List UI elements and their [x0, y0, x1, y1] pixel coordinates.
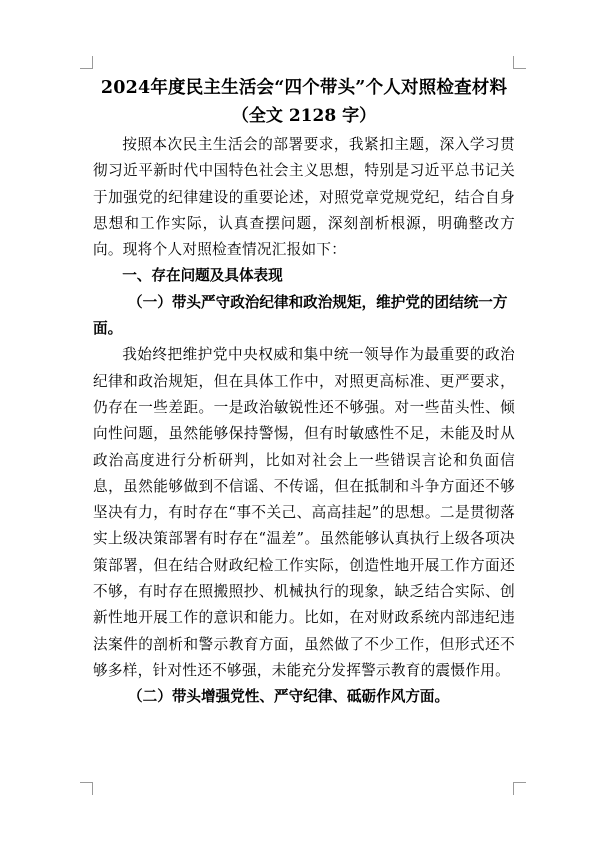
- document-title: 2024年度民主生活会“四个带头”个人对照检查材料: [100, 78, 508, 98]
- crop-mark-bottom-right: [513, 782, 526, 795]
- crop-mark-top-right: [513, 56, 526, 69]
- subsection-heading-1: （一）带头严守政治纪律和政治规矩，维护党的团结统一方面。: [93, 293, 508, 338]
- document-subtitle: （全文 2128 字）: [231, 106, 377, 126]
- subsection-1-paragraph: 我始终把维护党中央权威和集中统一领导作为最重要的政治纪律和政治规矩，但在具体工作中，对照更高标准、更严要求，仍存在一些差距。一是政治敏锐性还不够强。对一些苗头性、倾向性问题，虽然能够保持警惕，但有时敏感性不足，未能及时从政治高度进行分析研判，比如对社会上一些错误言论和负面信息，虽然能够做到不信谣、不传谣，但在抵制和斗争方面还不够坚决有力，有时存在“事不关己、高高挂起”的思想。二是贯彻落实上级决策部署有时存在“温差”。虽然能够认真执行上级各项决策部署，但在结合财政纪检工作实际，创造性地开展工作方面还不够，有时存在照搬照抄、机械执行的现象，缺乏结合实际、创新性地开展工作的意识和能力。比如，在对财政系统内部违纪违法案件的剖析和警示教育方面，虽然做了不少工作，但形式还不够多样，针对性还不够强，未能充分发挥警示教育的震慑作用。: [93, 346, 515, 679]
- intro-paragraph: 按照本次民主生活会的部署要求，我紧扣主题，深入学习贯彻习近平新时代中国特色社会主义思想，特别是习近平总书记关于加强党的纪律建设的重要论述，对照党章党规党纪，结合自身思想和工作实际，认真查摆问题，深刻剖析根源，明确整改方向。现将个人对照检查情况汇报如下：: [93, 136, 515, 259]
- crop-mark-top-left: [80, 56, 93, 69]
- subsection-heading-2: （二）带头增强党性、严守纪律、砥砺作风方面。: [128, 688, 450, 706]
- document-body: [93, 74, 515, 711]
- crop-mark-bottom-left: [80, 782, 93, 795]
- section-heading-1: 一、存在问题及具体表现: [122, 267, 283, 285]
